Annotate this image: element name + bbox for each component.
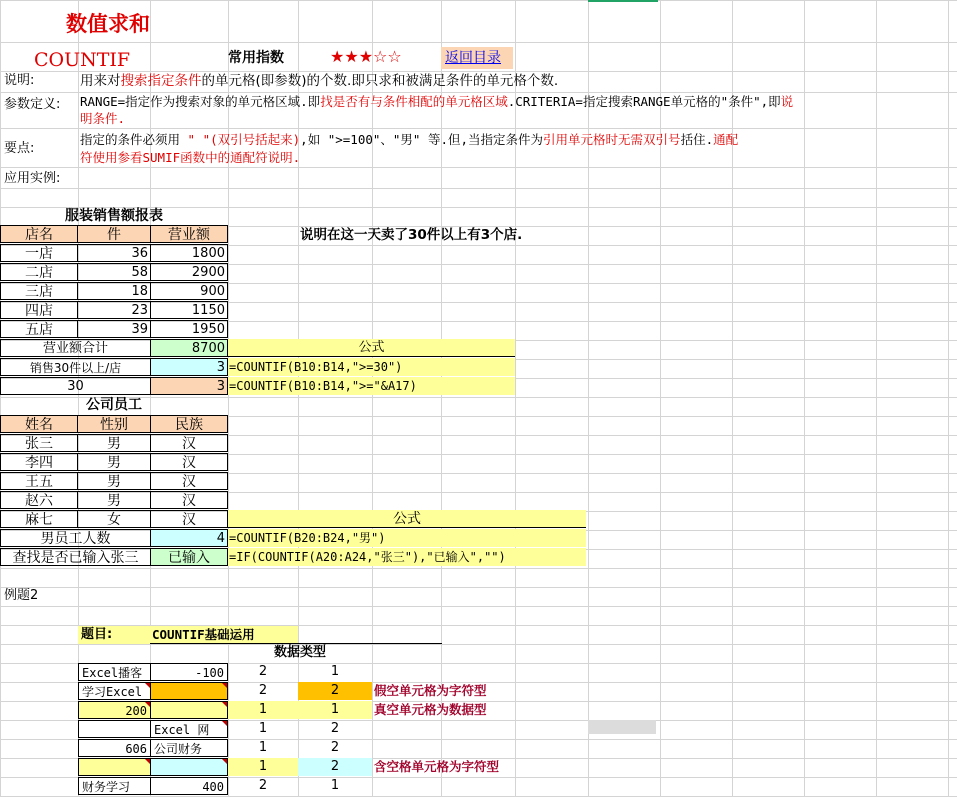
count2-value[interactable]: 3 [150,377,228,395]
grid-row-line [0,42,957,43]
grid-column-line [804,0,805,796]
ex2-type-d-cell: 1 [298,701,372,719]
count-label: 销售30件以上/店 [0,358,151,376]
ex2-col-b-cell[interactable]: -100 [150,663,228,681]
ex2-type-c-cell: 1 [228,758,298,776]
employee-name-cell[interactable]: 赵六 [0,491,78,509]
employee-ethnic-cell[interactable]: 汉 [150,491,228,509]
ex2-col-a-cell[interactable]: 财务学习 [78,777,151,795]
employee-name-cell[interactable]: 王五 [0,472,78,490]
ex2-type-d-cell: 2 [330,740,340,755]
ex2-type-c-cell: 1 [258,740,268,755]
header-name: 姓名 [0,415,78,433]
grid-row-line [0,644,957,645]
ex2-col-a-cell[interactable]: 200 [78,701,151,719]
male-count-formula: =COUNTIF(B20:B24,"男") [228,529,586,547]
revenue-cell[interactable]: 900 [150,282,228,300]
employee-gender-cell[interactable]: 男 [77,472,151,490]
revenue-cell[interactable]: 1150 [150,301,228,319]
male-count-label: 男员工人数 [0,529,151,547]
count2-formula: =COUNTIF(B10:B14,">="&A17) [228,377,515,395]
grid-row-line [0,167,957,168]
header-gender: 性别 [77,415,151,433]
store-name-cell[interactable]: 一店 [0,244,78,262]
qty-cell[interactable]: 23 [77,301,151,319]
key-text: 指定的条件必须用 " "(双引号括起来),如 ">=100"、"男" 等.但,当指定条件为引用单元格时无需双引号括住.通配 [80,132,739,147]
topic-value: COUNTIF基础运用 [150,626,298,644]
param-text: RANGE=指定作为搜索对象的单元格区域.即找是否有与条件相配的单元格区域.CRITERIA=指定搜索RANGE单元格的"条件",即说 [80,94,794,109]
employee-name-cell[interactable]: 麻七 [0,510,78,528]
ex2-note: 真空单元格为数据型 [374,702,487,717]
store-name-cell[interactable]: 二店 [0,263,78,281]
ex2-type-d-cell: 2 [298,758,372,776]
key-text-cont: 符使用参看SUMIF函数中的通配符说明. [80,150,301,165]
grid-column-line [948,0,949,796]
qty-cell[interactable]: 58 [77,263,151,281]
ex2-col-a-cell[interactable] [78,758,151,776]
explain-label: 说明: [4,73,35,88]
usage-index-label: 常用指数 [228,50,284,66]
grid-row-line [0,568,957,569]
grid-row-line [0,0,957,1]
check-formula: =IF(COUNTIF(A20:A24,"张三"),"已输入","") [228,548,586,566]
employee-ethnic-cell[interactable]: 汉 [150,434,228,452]
ex2-col-b-cell[interactable] [150,682,228,700]
selection-indicator [588,0,658,2]
key-label: 要点: [4,141,35,156]
ex2-type-d-cell: 1 [330,778,340,793]
topic-underline [298,626,442,644]
grid-column-line [876,0,877,796]
grid-row-line [0,188,957,189]
check-label: 查找是否已输入张三 [0,548,151,566]
employee-ethnic-cell[interactable]: 汉 [150,453,228,471]
ex2-col-b-cell[interactable] [150,701,228,719]
qty-cell[interactable]: 36 [77,244,151,262]
sales-note: 说明在这一天卖了30件以上有3个店. [300,227,523,243]
qty-cell[interactable]: 39 [77,320,151,338]
page-title: 数值求和 [66,12,150,36]
header-qty: 件 [77,225,151,243]
function-name: COUNTIF [34,49,131,71]
employee-gender-cell[interactable]: 女 [77,510,151,528]
store-name-cell[interactable]: 四店 [0,301,78,319]
count-value[interactable]: 3 [150,358,228,376]
header-revenue: 营业额 [150,225,228,243]
ex2-col-a-cell[interactable]: Excel播客 [78,663,151,681]
employee-ethnic-cell[interactable]: 汉 [150,510,228,528]
store-name-cell[interactable]: 五店 [0,320,78,338]
employee-name-cell[interactable]: 张三 [0,434,78,452]
ex2-type-c-cell: 1 [228,701,298,719]
example2-label: 例题2 [4,588,39,603]
sales-table-title: 服装销售额报表 [65,208,163,224]
param-label: 参数定义: [4,97,61,112]
ex2-note: 假空单元格为字符型 [374,683,487,698]
back-to-index-link[interactable]: 返回目录 [445,50,501,66]
ex2-note: 含空格单元格为字符型 [374,759,500,774]
ex2-col-b-cell[interactable]: Excel 网 [150,720,228,738]
grid-row-line [0,606,957,607]
ex2-type-c-cell: 2 [258,664,268,679]
employee-name-cell[interactable]: 李四 [0,453,78,471]
topic-label: 题目: [78,626,150,644]
qty-cell[interactable]: 18 [77,282,151,300]
grid-column-line [732,0,733,796]
rating-stars: ★★★☆☆ [330,47,402,66]
data-type-header: 数据类型 [273,645,326,660]
ex2-col-b-cell[interactable]: 公司财务 [150,739,228,757]
ex2-type-c-cell: 2 [258,778,268,793]
grid-row-line [0,128,957,129]
employee-gender-cell[interactable]: 男 [77,491,151,509]
explain-text: 用来对搜索指定条件的单元格(即参数)的个数.即只求和被满足条件的单元格个数. [80,73,559,89]
revenue-cell[interactable]: 1800 [150,244,228,262]
ex2-col-a-cell[interactable] [78,720,151,738]
sales-formula-header: 公式 [228,339,515,357]
revenue-cell[interactable]: 2900 [150,263,228,281]
employee-gender-cell[interactable]: 男 [77,453,151,471]
ex2-type-d-cell: 2 [298,682,372,700]
staff-formula-header: 公式 [228,510,586,528]
check-value[interactable]: 已输入 [150,548,228,566]
employee-gender-cell[interactable]: 男 [77,434,151,452]
revenue-cell[interactable]: 1950 [150,320,228,338]
header-ethnic: 民族 [150,415,228,433]
param-text-cont: 明条件. [80,111,126,126]
grid-column-line [588,0,589,796]
male-count-value[interactable]: 4 [150,529,228,547]
ex2-type-c-cell: 1 [258,721,268,736]
ex2-type-c-cell: 2 [258,683,268,698]
total-label: 营业额合计 [0,339,151,357]
ex2-type-d-cell: 1 [330,664,340,679]
staff-table-title: 公司员工 [86,397,142,413]
ex2-col-a-cell[interactable]: 606 [78,739,151,757]
ex2-type-d-cell: 2 [330,721,340,736]
ex2-col-a-cell[interactable]: 学习Excel [78,682,151,700]
employee-ethnic-cell[interactable]: 汉 [150,472,228,490]
total-value[interactable]: 8700 [150,339,228,357]
grid-column-line [441,0,442,796]
count-formula: =COUNTIF(B10:B14,">=30") [228,358,515,376]
back-to-index-cell[interactable] [441,47,513,69]
grid-row-line [0,587,957,588]
grid-column-line [372,0,373,796]
grey-shape [588,720,656,734]
ex2-col-b-cell[interactable]: 400 [150,777,228,795]
grid-column-line [660,0,661,796]
store-name-cell[interactable]: 三店 [0,282,78,300]
header-store: 店名 [0,225,78,243]
threshold-cell[interactable]: 30 [0,377,151,395]
grid-column-line [515,0,516,796]
ex2-col-b-cell[interactable] [150,758,228,776]
example-label: 应用实例: [4,171,61,186]
